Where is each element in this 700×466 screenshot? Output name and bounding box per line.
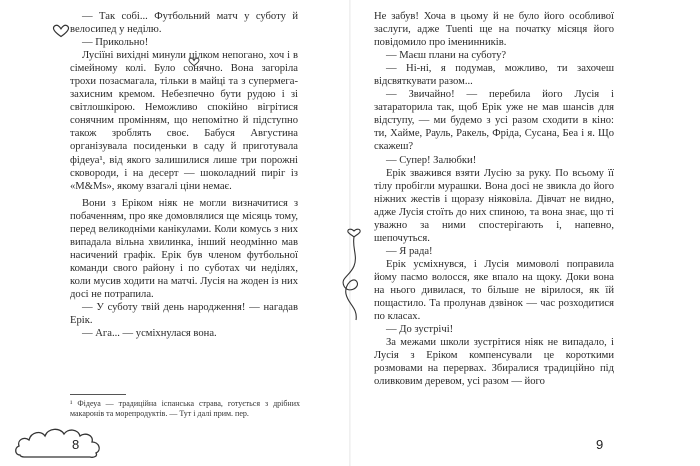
paragraph: — Я рада! — [386, 245, 433, 257]
paragraph: — Прикольно! — [82, 37, 149, 49]
heart-balloon-string-icon — [332, 222, 376, 322]
page-number: 8 — [72, 437, 80, 452]
page-number: 9 — [596, 437, 604, 452]
left-text-column — [70, 10, 298, 340]
paragraph: За межами школи зустрітися ніяк не випадало, і Лусія з Еріком компенсували це короткими розмовами на перервах. Збиралися традиційно під оливковим деревом, усі разом — його — [374, 337, 614, 388]
paragraph: — Ні-ні, я подумав, можливо, ти захочеш відсвяткувати разом... — [374, 63, 614, 88]
footnote-divider — [70, 394, 126, 395]
right-text-column — [374, 10, 614, 388]
footnote-text: ¹ Фідеуа — традиційна іспанська страва, готується з дрібних макаронів та морепродуктів. — Тут і далі прим. пер. — [70, 399, 300, 419]
paragraph: — Маєш плани на суботу? — [386, 50, 507, 62]
paragraph: Лусіїні вихідні минули цілком непогано, хоч і в сімейному колі. Було сонячно. Вона загоріла трохи позасмагала, тільки в майці та з супермега-захисним кремом. Небезпечно бути рудою і зі світлошкірою. Неможливо спокійно вігрітися сонячним промінням, що непомітно й підступно також зроблять своє. Бабуся Августина організувала посиденьки в саду й приготувала фідеуа¹, від якого залишилися лише три порожні сковороди, і на десерт — шоколадний пиріг із «M&Ms», якому взагалі ціни немає. — [70, 50, 298, 192]
right-page — [350, 0, 700, 466]
paragraph: — Звичайно! — перебила його Лусія і затараторила так, щоб Ерік уже не мав шансів для відступу, — ми будемо з усі разом сходити в кіно: ти, Хайме, Рауль, Ракель, Фріда, Сусана, Беа і я. Що скажеш? — [374, 89, 614, 153]
cloud-icon — [14, 422, 106, 460]
paragraph: Ерік зважився взяти Лусію за руку. По всьому її тілу пробігли мурашки. Вона досі не звикла до його ніжних жестів і щоразу ніяковіла. Дівчат не видно, адже Лусія стоїть до них спиною, та вона знає, що ті уважно за ними спостерігають і, напевно, шепочуться. — [374, 167, 614, 244]
paragraph: — До зустрічі! — [386, 324, 454, 336]
paragraph: Вони з Еріком ніяк не могли визначитися з побаченням, про яке домовлялися ще місяць тому, перед великодніми канікулами. Коли комусь з них випадала вільна хвилинка, інший неодмінно мав насичений графік. Ерік був членом футбольної команди свого району і по суботах чи неділях, коли мусив ходити на матчі. Лусія на жоден із них досі не потрапила. — [70, 197, 298, 300]
paragraph: Не забув! Хоча в цьому й не було його особливої заслуги, адже Tuenti ще на початку місяця його повідомило про іменинників. — [374, 11, 614, 49]
heart-outline-icon — [52, 24, 70, 38]
paragraph: — Супер! Залюбки! — [386, 154, 477, 166]
paragraph: — Ага... — усміхнулася вона. — [82, 328, 217, 340]
footnote — [70, 399, 300, 419]
paragraph: — У суботу твій день народження! — нагадав Ерік. — [70, 302, 298, 327]
paragraph: — Так собі... Футбольний матч у суботу й велосипед у неділю. — [70, 11, 298, 36]
paragraph: Ерік усміхнувся, і Лусія мимоволі поправила йому пасмо волосся, яке впало на щоку. Доки вона на нього дивилася, то більше не вірилося, як їй пощастило. Та пролунав дзвінок — час розходитися по класах. — [374, 258, 614, 323]
